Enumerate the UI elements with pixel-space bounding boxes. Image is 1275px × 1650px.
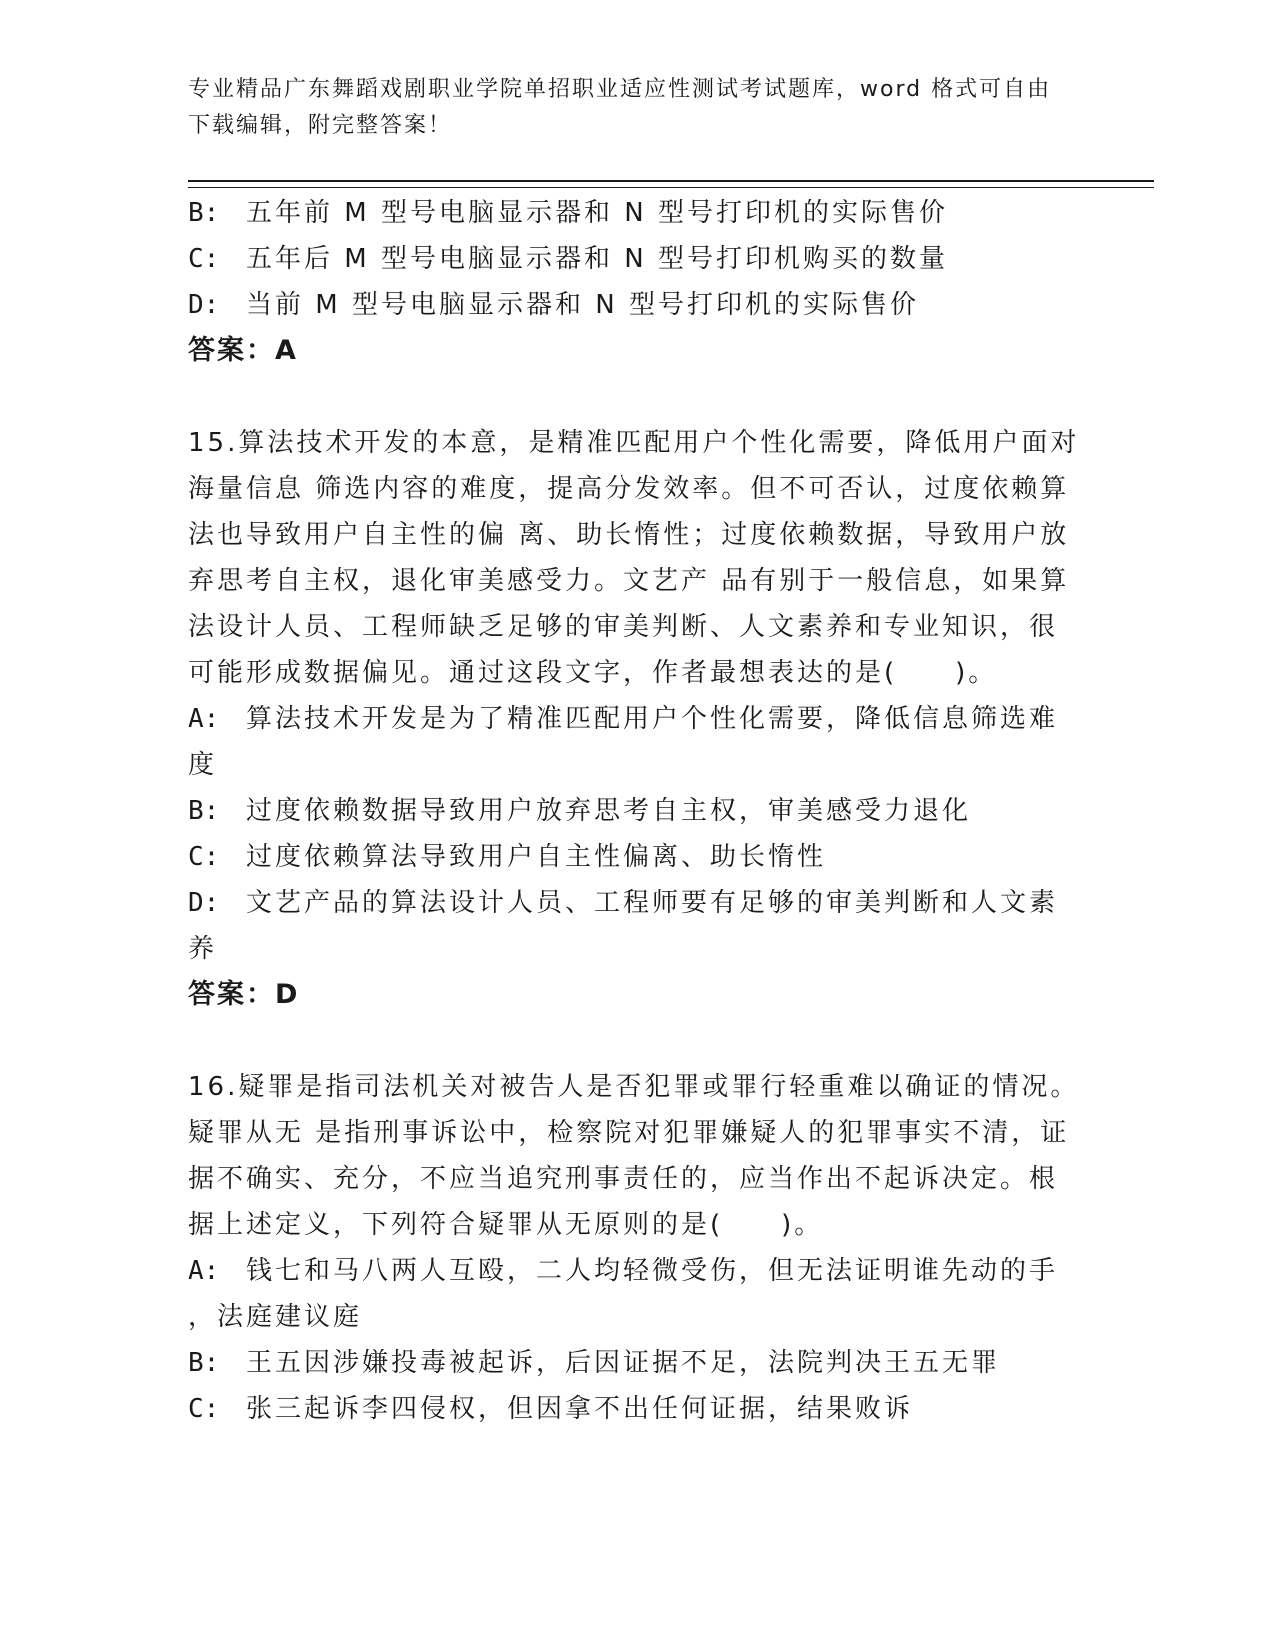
- question-15-options: [188, 696, 1088, 972]
- option-key: C:: [188, 244, 220, 274]
- header-divider: [188, 180, 1154, 188]
- option-key: C:: [188, 1394, 220, 1424]
- stem-line: 据不确实、充分，不应当追究刑事责任的，应当作出不起诉决定。根: [188, 1164, 1059, 1194]
- stem-line: 15.算法技术开发的本意，是精准匹配用户个性化需要，降低用户面对: [188, 428, 1080, 458]
- header-line-1: 专业精品广东舞蹈戏剧职业学院单招职业适应性测试考试题库，word 格式可自由: [188, 77, 1052, 102]
- question-content: [188, 190, 1088, 1432]
- stem-line: 疑罪从无 是指刑事诉讼中，检察院对犯罪嫌疑人的犯罪事实不清，证: [188, 1118, 1070, 1148]
- stem-line: 法设计人员、工程师缺乏足够的审美判断、人文素养和专业知识，很: [188, 612, 1059, 642]
- option-d: [188, 880, 1088, 926]
- option-key: B:: [188, 796, 220, 826]
- stem-line: 据上述定义，下列符合疑罪从无原则的是( )。: [188, 1210, 824, 1240]
- option-key: D:: [188, 290, 220, 320]
- question-16-options: [188, 1248, 1088, 1432]
- answer-line: 答案：D: [188, 979, 300, 1010]
- option-continuation: 养: [188, 934, 218, 964]
- option-key: C:: [188, 842, 220, 872]
- question-15-stem: [188, 420, 1088, 696]
- option-text: 张三起诉李四侵权，但因拿不出任何证据，结果败诉: [246, 1394, 914, 1424]
- option-key: A:: [188, 1256, 220, 1286]
- option-d: [188, 282, 1088, 328]
- header-line-2: 下载编辑，附完整答案！: [188, 113, 453, 138]
- option-text: 王五因涉嫌投毒被起诉，后因证据不足，法院判决王五无罪: [246, 1348, 1001, 1378]
- option-a: [188, 1248, 1088, 1294]
- option-text: 当前 M 型号电脑显示器和 N 型号打印机的实际售价: [246, 290, 919, 320]
- stem-line: 可能形成数据偏见。通过这段文字，作者最想表达的是( )。: [188, 658, 998, 688]
- option-text: 过度依赖算法导致用户自主性偏离、助长惰性: [246, 842, 827, 872]
- option-text: 五年前 M 型号电脑显示器和 N 型号打印机的实际售价: [246, 198, 948, 228]
- question-16-stem: [188, 1064, 1088, 1248]
- option-b: [188, 1340, 1088, 1386]
- option-text: 算法技术开发是为了精准匹配用户个性化需要，降低信息筛选难: [246, 704, 1059, 734]
- option-b: [188, 788, 1088, 834]
- option-a: [188, 696, 1088, 742]
- spacer: [188, 374, 1088, 420]
- answer-line: 答案：A: [188, 335, 298, 366]
- option-continuation: 度: [188, 750, 218, 780]
- question-14-options: [188, 190, 1088, 328]
- option-c: [188, 834, 1088, 880]
- stem-line: 法也导致用户自主性的偏 离、助长惰性；过度依赖数据，导致用户放: [188, 520, 1070, 550]
- option-key: D:: [188, 888, 220, 918]
- stem-line: 16.疑罪是指司法机关对被告人是否犯罪或罪行轻重难以确证的情况。: [188, 1072, 1080, 1102]
- option-b: [188, 190, 1088, 236]
- stem-line: 海量信息 筛选内容的难度，提高分发效率。但不可否认，过度依赖算: [188, 474, 1070, 504]
- option-text: 文艺产品的算法设计人员、工程师要有足够的审美判断和人文素: [246, 888, 1059, 918]
- option-key: B:: [188, 1348, 220, 1378]
- option-key: A:: [188, 704, 220, 734]
- option-text: 五年后 M 型号电脑显示器和 N 型号打印机购买的数量: [246, 244, 948, 274]
- option-continuation: ，法庭建议庭: [188, 1302, 363, 1332]
- option-text: 过度依赖数据导致用户放弃思考自主权，审美感受力退化: [246, 796, 972, 826]
- option-c: [188, 236, 1088, 282]
- option-c: [188, 1386, 1088, 1432]
- document-header: [188, 72, 1068, 144]
- spacer: [188, 1018, 1088, 1064]
- stem-line: 弃思考自主权，退化审美感受力。文艺产 品有别于一般信息，如果算: [188, 566, 1070, 596]
- option-text: 钱七和马八两人互殴，二人均轻微受伤，但无法证明谁先动的手: [246, 1256, 1059, 1286]
- option-key: B:: [188, 198, 220, 228]
